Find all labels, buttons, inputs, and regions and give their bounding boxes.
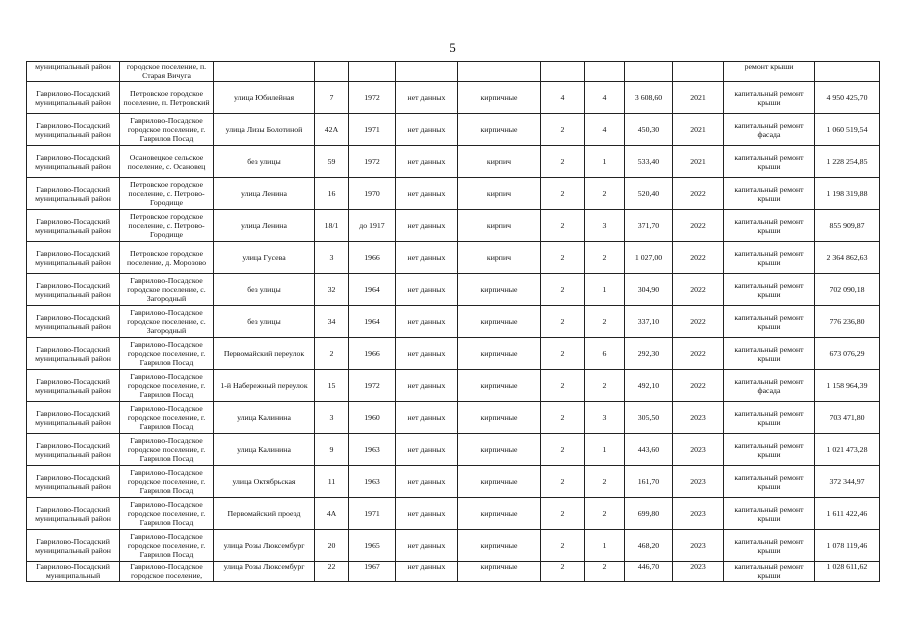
district-cell: Гаврилово-Посадский муниципальный район [27, 114, 120, 146]
district-cell: Гаврилово-Посадский муниципальный район [27, 178, 120, 210]
wall-info-cell: нет данных [396, 242, 458, 274]
work-type-cell: капитальный ремонт крыши [724, 338, 815, 370]
entrances-cell: 2 [585, 306, 625, 338]
area-cell: 292,30 [625, 338, 673, 370]
plan-year-cell: 2022 [673, 210, 724, 242]
work-type-cell: ремонт крыши [724, 62, 815, 82]
plan-year-cell: 2023 [673, 466, 724, 498]
entrances-cell: 1 [585, 146, 625, 178]
wall-material-cell: кирпичные [458, 530, 541, 562]
house-number-cell: 16 [315, 178, 349, 210]
build-year-cell: 1963 [349, 434, 396, 466]
wall-material-cell: кирпичные [458, 434, 541, 466]
plan-year-cell: 2021 [673, 114, 724, 146]
house-number-cell: 11 [315, 466, 349, 498]
street-cell: улица Розы Люксембург [214, 562, 315, 582]
settlement-cell: Гаврилово-Посадское городское поселение, с. Загородный [120, 306, 214, 338]
area-cell: 305,50 [625, 402, 673, 434]
house-number-cell: 7 [315, 82, 349, 114]
entrances-cell: 4 [585, 114, 625, 146]
street-cell: 1-й Набережный переулок [214, 370, 315, 402]
cost-cell: 1 021 473,28 [815, 434, 880, 466]
wall-material-cell: кирпичные [458, 562, 541, 582]
floors-cell: 2 [541, 114, 585, 146]
district-cell: Гаврилово-Посадский муниципальный район [27, 306, 120, 338]
entrances-cell: 2 [585, 498, 625, 530]
table-row [27, 338, 880, 370]
district-cell: Гаврилово-Посадский муниципальный район [27, 434, 120, 466]
table-row [27, 242, 880, 274]
entrances-cell: 1 [585, 434, 625, 466]
settlement-cell: Гаврилово-Посадское городское поселение, г. Гаврилов Посад [120, 498, 214, 530]
table-row [27, 466, 880, 498]
work-type-cell: капитальный ремонт крыши [724, 434, 815, 466]
table-row [27, 402, 880, 434]
house-number-cell: 18/1 [315, 210, 349, 242]
district-cell: муниципальный район [27, 62, 120, 82]
cost-cell: 1 611 422,46 [815, 498, 880, 530]
settlement-cell: Петровское городское поселение, п. Петровский [120, 82, 214, 114]
build-year-cell: 1965 [349, 530, 396, 562]
registry-table [26, 61, 880, 582]
area-cell: 492,10 [625, 370, 673, 402]
area-cell: 446,70 [625, 562, 673, 582]
wall-info-cell: нет данных [396, 370, 458, 402]
area-cell: 3 608,60 [625, 82, 673, 114]
entrances-cell: 6 [585, 338, 625, 370]
street-cell: улица Лизы Болотиной [214, 114, 315, 146]
settlement-cell: Гаврилово-Посадское городское поселение, г. Гаврилов Посад [120, 370, 214, 402]
table-body [27, 62, 880, 582]
settlement-cell: Гаврилово-Посадское городское поселение, г. Гаврилов Посад [120, 402, 214, 434]
build-year-cell: 1964 [349, 306, 396, 338]
work-type-cell: капитальный ремонт крыши [724, 562, 815, 582]
entrances-cell: 3 [585, 210, 625, 242]
floors-cell: 2 [541, 210, 585, 242]
plan-year-cell: 2023 [673, 402, 724, 434]
wall-material-cell: кирпичные [458, 498, 541, 530]
house-number-cell: 4А [315, 498, 349, 530]
street-cell: улица Гусева [214, 242, 315, 274]
street-cell: без улицы [214, 306, 315, 338]
district-cell: Гаврилово-Посадский муниципальный район [27, 82, 120, 114]
work-type-cell: капитальный ремонт крыши [724, 242, 815, 274]
district-cell: Гаврилово-Посадский муниципальный район [27, 402, 120, 434]
cost-cell [815, 62, 880, 82]
plan-year-cell: 2022 [673, 338, 724, 370]
house-number-cell: 20 [315, 530, 349, 562]
table-row [27, 434, 880, 466]
build-year-cell: 1971 [349, 498, 396, 530]
settlement-cell: Гаврилово-Посадское городское поселение, г. Гаврилов Посад [120, 466, 214, 498]
street-cell: улица Калинина [214, 402, 315, 434]
plan-year-cell: 2022 [673, 274, 724, 306]
district-cell: Гаврилово-Посадский муниципальный район [27, 498, 120, 530]
area-cell: 520,40 [625, 178, 673, 210]
plan-year-cell: 2022 [673, 178, 724, 210]
area-cell: 443,60 [625, 434, 673, 466]
plan-year-cell: 2022 [673, 242, 724, 274]
area-cell: 371,70 [625, 210, 673, 242]
work-type-cell: капитальный ремонт крыши [724, 530, 815, 562]
district-cell: Гаврилово-Посадский муниципальный район [27, 466, 120, 498]
wall-info-cell: нет данных [396, 178, 458, 210]
build-year-cell: до 1917 [349, 210, 396, 242]
floors-cell: 2 [541, 434, 585, 466]
plan-year-cell: 2021 [673, 82, 724, 114]
work-type-cell: капитальный ремонт фасада [724, 370, 815, 402]
house-number-cell: 3 [315, 402, 349, 434]
cost-cell: 2 364 862,63 [815, 242, 880, 274]
entrances-cell: 2 [585, 370, 625, 402]
street-cell: улица Ленина [214, 178, 315, 210]
build-year-cell: 1970 [349, 178, 396, 210]
street-cell: улица Ленина [214, 210, 315, 242]
cost-cell: 1 078 119,46 [815, 530, 880, 562]
work-type-cell: капитальный ремонт крыши [724, 306, 815, 338]
district-cell: Гаврилово-Посадский муниципальный [27, 562, 120, 582]
settlement-cell: Осановецкое сельское поселение, с. Осановец [120, 146, 214, 178]
area-cell: 304,90 [625, 274, 673, 306]
table-row [27, 146, 880, 178]
area-cell: 337,10 [625, 306, 673, 338]
settlement-cell: Гаврилово-Посадское городское поселение, г. Гаврилов Посад [120, 338, 214, 370]
work-type-cell: капитальный ремонт крыши [724, 274, 815, 306]
floors-cell: 2 [541, 530, 585, 562]
district-cell: Гаврилово-Посадский муниципальный район [27, 210, 120, 242]
house-number-cell: 42А [315, 114, 349, 146]
floors-cell: 2 [541, 402, 585, 434]
cost-cell: 1 060 519,54 [815, 114, 880, 146]
area-cell [625, 62, 673, 82]
cost-cell: 372 344,97 [815, 466, 880, 498]
cost-cell: 703 471,80 [815, 402, 880, 434]
entrances-cell: 4 [585, 82, 625, 114]
wall-material-cell: кирпичные [458, 82, 541, 114]
wall-material-cell: кирпич [458, 242, 541, 274]
wall-material-cell: кирпичные [458, 338, 541, 370]
wall-info-cell: нет данных [396, 274, 458, 306]
street-cell: без улицы [214, 146, 315, 178]
work-type-cell: капитальный ремонт крыши [724, 466, 815, 498]
cost-cell: 1 228 254,85 [815, 146, 880, 178]
wall-info-cell: нет данных [396, 146, 458, 178]
settlement-cell: Гаврилово-Посадское городское поселение, г. Гаврилов Посад [120, 114, 214, 146]
cost-cell: 1 028 611,62 [815, 562, 880, 582]
cost-cell: 1 158 964,39 [815, 370, 880, 402]
work-type-cell: капитальный ремонт крыши [724, 210, 815, 242]
area-cell: 1 027,00 [625, 242, 673, 274]
table-row [27, 210, 880, 242]
work-type-cell: капитальный ремонт крыши [724, 82, 815, 114]
table-row [27, 62, 880, 82]
plan-year-cell: 2023 [673, 434, 724, 466]
house-number-cell: 15 [315, 370, 349, 402]
wall-info-cell: нет данных [396, 562, 458, 582]
area-cell: 161,70 [625, 466, 673, 498]
street-cell: Первомайский проезд [214, 498, 315, 530]
plan-year-cell: 2023 [673, 562, 724, 582]
work-type-cell: капитальный ремонт крыши [724, 146, 815, 178]
wall-material-cell: кирпич [458, 210, 541, 242]
entrances-cell: 2 [585, 178, 625, 210]
build-year-cell: 1966 [349, 242, 396, 274]
floors-cell: 2 [541, 274, 585, 306]
wall-info-cell: нет данных [396, 338, 458, 370]
wall-material-cell: кирпич [458, 146, 541, 178]
wall-info-cell: нет данных [396, 82, 458, 114]
wall-material-cell: кирпичные [458, 306, 541, 338]
street-cell: улица Октябрьская [214, 466, 315, 498]
settlement-cell: Гаврилово-Посадское городское поселение, [120, 562, 214, 582]
cost-cell: 4 950 425,70 [815, 82, 880, 114]
wall-material-cell: кирпичные [458, 402, 541, 434]
district-cell: Гаврилово-Посадский муниципальный район [27, 338, 120, 370]
floors-cell: 2 [541, 498, 585, 530]
plan-year-cell: 2021 [673, 146, 724, 178]
floors-cell [541, 62, 585, 82]
build-year-cell: 1960 [349, 402, 396, 434]
street-cell: улица Юбилейная [214, 82, 315, 114]
entrances-cell: 2 [585, 242, 625, 274]
floors-cell: 2 [541, 306, 585, 338]
plan-year-cell: 2023 [673, 498, 724, 530]
house-number-cell: 59 [315, 146, 349, 178]
table-row [27, 274, 880, 306]
settlement-cell: Гаврилово-Посадское городское поселение, г. Гаврилов Посад [120, 434, 214, 466]
work-type-cell: капитальный ремонт крыши [724, 498, 815, 530]
floors-cell: 2 [541, 562, 585, 582]
wall-info-cell: нет данных [396, 402, 458, 434]
settlement-cell: Петровское городское поселение, д. Морозово [120, 242, 214, 274]
district-cell: Гаврилово-Посадский муниципальный район [27, 370, 120, 402]
settlement-cell: городское поселение, п. Старая Вичуга [120, 62, 214, 82]
area-cell: 699,80 [625, 498, 673, 530]
wall-info-cell: нет данных [396, 114, 458, 146]
build-year-cell: 1966 [349, 338, 396, 370]
street-cell: Первомайский переулок [214, 338, 315, 370]
build-year-cell: 1964 [349, 274, 396, 306]
wall-info-cell: нет данных [396, 434, 458, 466]
floors-cell: 2 [541, 466, 585, 498]
entrances-cell: 1 [585, 530, 625, 562]
district-cell: Гаврилово-Посадский муниципальный район [27, 146, 120, 178]
wall-material-cell: кирпичные [458, 370, 541, 402]
table-row [27, 498, 880, 530]
entrances-cell: 3 [585, 402, 625, 434]
cost-cell: 702 090,18 [815, 274, 880, 306]
wall-material-cell: кирпичные [458, 466, 541, 498]
wall-info-cell [396, 62, 458, 82]
wall-info-cell: нет данных [396, 210, 458, 242]
street-cell: без улицы [214, 274, 315, 306]
build-year-cell: 1972 [349, 146, 396, 178]
house-number-cell: 34 [315, 306, 349, 338]
street-cell: улица Розы Люксембург [214, 530, 315, 562]
page-number: 5 [449, 40, 456, 55]
settlement-cell: Гаврилово-Посадское городское поселение, с. Загородный [120, 274, 214, 306]
area-cell: 468,20 [625, 530, 673, 562]
floors-cell: 2 [541, 178, 585, 210]
build-year-cell: 1972 [349, 370, 396, 402]
table-row [27, 306, 880, 338]
plan-year-cell: 2022 [673, 370, 724, 402]
cost-cell: 1 198 319,88 [815, 178, 880, 210]
entrances-cell: 2 [585, 466, 625, 498]
wall-info-cell: нет данных [396, 530, 458, 562]
plan-year-cell: 2023 [673, 530, 724, 562]
table-row [27, 114, 880, 146]
table-row [27, 562, 880, 582]
build-year-cell: 1972 [349, 82, 396, 114]
plan-year-cell: 2022 [673, 306, 724, 338]
street-cell [214, 62, 315, 82]
entrances-cell: 1 [585, 274, 625, 306]
district-cell: Гаврилово-Посадский муниципальный район [27, 242, 120, 274]
build-year-cell: 1971 [349, 114, 396, 146]
cost-cell: 673 076,29 [815, 338, 880, 370]
floors-cell: 2 [541, 370, 585, 402]
house-number-cell: 32 [315, 274, 349, 306]
build-year-cell: 1963 [349, 466, 396, 498]
plan-year-cell [673, 62, 724, 82]
wall-material-cell: кирпичные [458, 114, 541, 146]
wall-info-cell: нет данных [396, 466, 458, 498]
wall-material-cell: кирпич [458, 178, 541, 210]
table-row [27, 530, 880, 562]
wall-material-cell: кирпичные [458, 274, 541, 306]
work-type-cell: капитальный ремонт крыши [724, 178, 815, 210]
floors-cell: 4 [541, 82, 585, 114]
wall-info-cell: нет данных [396, 498, 458, 530]
build-year-cell [349, 62, 396, 82]
area-cell: 450,30 [625, 114, 673, 146]
wall-material-cell [458, 62, 541, 82]
entrances-cell [585, 62, 625, 82]
floors-cell: 2 [541, 338, 585, 370]
settlement-cell: Петровское городское поселение, с. Петрово-Городище [120, 210, 214, 242]
entrances-cell: 2 [585, 562, 625, 582]
district-cell: Гаврилово-Посадский муниципальный район [27, 274, 120, 306]
floors-cell: 2 [541, 146, 585, 178]
house-number-cell [315, 62, 349, 82]
cost-cell: 776 236,80 [815, 306, 880, 338]
table-row [27, 82, 880, 114]
cost-cell: 855 909,87 [815, 210, 880, 242]
table-row [27, 178, 880, 210]
house-number-cell: 3 [315, 242, 349, 274]
area-cell: 533,40 [625, 146, 673, 178]
street-cell: улица Калинина [214, 434, 315, 466]
settlement-cell: Петровское городское поселение, с. Петрово-Городище [120, 178, 214, 210]
work-type-cell: капитальный ремонт фасада [724, 114, 815, 146]
build-year-cell: 1967 [349, 562, 396, 582]
floors-cell: 2 [541, 242, 585, 274]
work-type-cell: капитальный ремонт крыши [724, 402, 815, 434]
house-number-cell: 9 [315, 434, 349, 466]
wall-info-cell: нет данных [396, 306, 458, 338]
district-cell: Гаврилово-Посадский муниципальный район [27, 530, 120, 562]
house-number-cell: 2 [315, 338, 349, 370]
table-row [27, 370, 880, 402]
house-number-cell: 22 [315, 562, 349, 582]
settlement-cell: Гаврилово-Посадское городское поселение, г. Гаврилов Посад [120, 530, 214, 562]
